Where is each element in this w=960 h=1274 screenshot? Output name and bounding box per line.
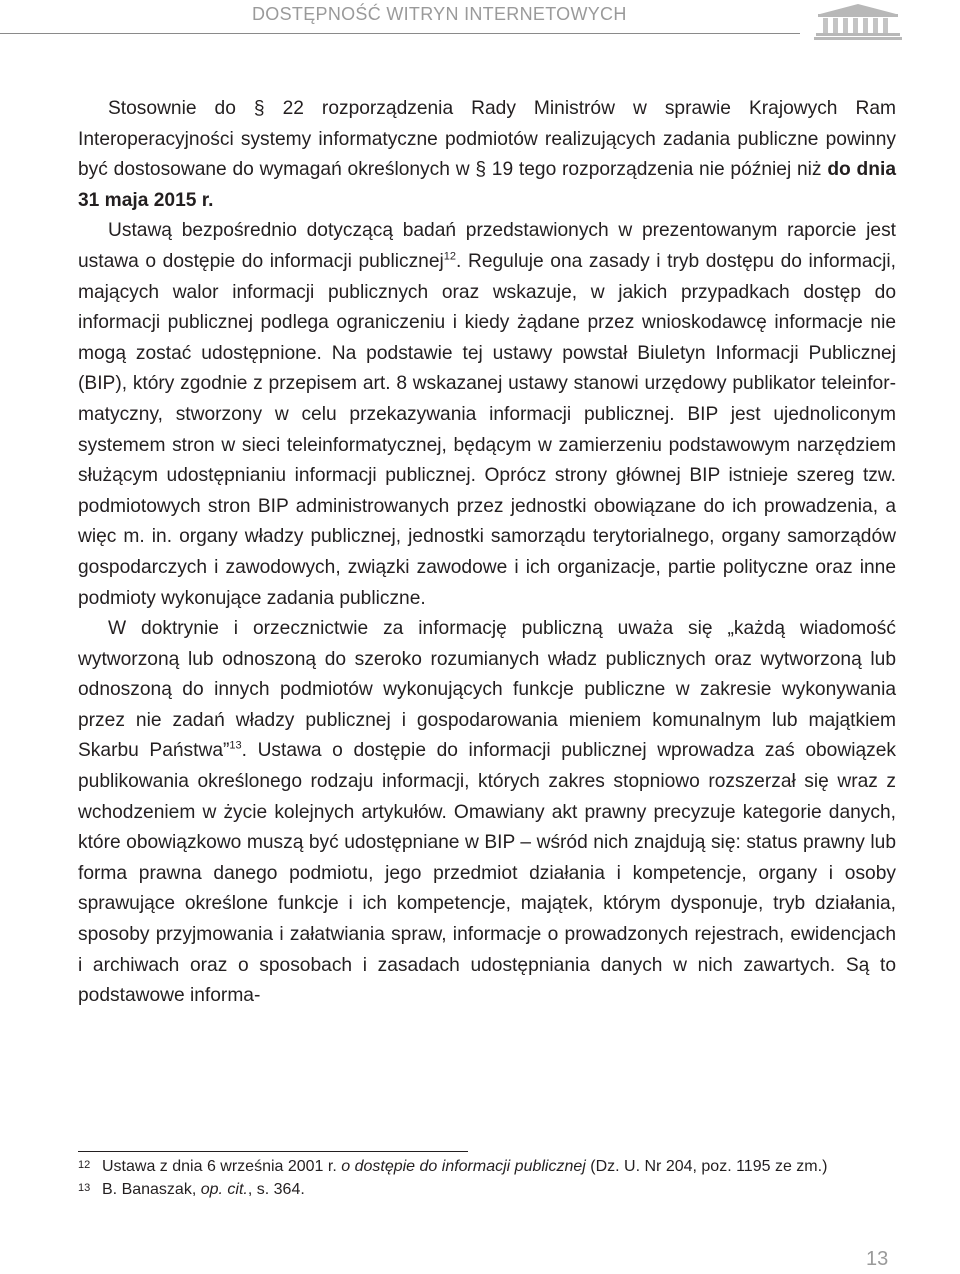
footnote-text: (Dz. U. Nr 204, poz. 1195 ze zm.) xyxy=(585,1158,828,1175)
page-number: 13 xyxy=(866,1248,889,1270)
footnote xyxy=(78,1156,896,1179)
page-header xyxy=(0,0,960,40)
footnote-separator xyxy=(78,1151,468,1152)
footnote-number: 12 xyxy=(78,1159,91,1171)
text: . Reguluje ona zasady i tryb dostępu do informacji, mających walor informacji publicznych oraz wskazuje, w jakich przypadkach dostęp do informacji publicznej podlega ograniczeniu i kiedy żądane przez wnioskodawcę informacje nie mogą zostać udostępnione. Na podstawie tej ustawy powstał Biuletyn Informacji Publicznej (BIP), który zgodnie z przepisem art. 8 wskazanej ustawy stanowi urzędowy publikator teleinformatyczny, stworzony w celu przekazywania informacji publicznej. BIP jest ujednoliconym systemem stron w sieci teleinformatycznej, będącym w zamierzeniu podstawowym narzędziem służącym udostępnianiu informacji publicznej. Oprócz strony głównej BIP istnieje szereg tzw. podmiotowych stron BIP administrowanych przez jednostki obowiązane do ich prowadzenia, a więc m. in. organy władzy publicznej, jednostki samorządu terytorialnego, organy samorządów gospodarczych i zawodowych, związki zawodowe i ich organizacje, partie polityczne oraz inne podmioty wykonujące zadania publiczne. xyxy=(78,250,896,609)
footnote-title: op. cit. xyxy=(200,1180,248,1198)
paragraph xyxy=(78,216,896,614)
footnote-text: Ustawa z dnia 6 września 2001 r. xyxy=(102,1158,342,1175)
footnote-title: o dostępie do informacji publicznej xyxy=(341,1158,586,1175)
text: . Ustawa o dostępie do informacji publicznej wprowadza zaś obowiązek publikowania określonego rodzaju informacji, których zakres stopniowo rozszerzał się wraz z wchodzeniem w życie kolejnych artykułów. Omawiany akt prawny precyzuje kategorie danych, które obowiązkowo muszą być udostępniane w BIP – wśród nich znajdują się: status prawny lub forma prawna danego podmiotu, jego przedmiot działania i kompetencje, organy i osoby sprawujące określone funkcje i ich kompetencje, majątek, którym dysponuje, tryb działania, sposoby przyjmowania i załatwiania spraw, informacje o prowadzonych rejestrach, ewidencjach i archiwach oraz o sposobach i zasadach udostępniania danych w nich zawartych. Są to podstawowe informa- xyxy=(78,740,896,1007)
footnotes xyxy=(78,1156,896,1201)
header-rule xyxy=(0,33,800,34)
footnote-text: B. Banaszak, xyxy=(102,1180,201,1198)
paragraph xyxy=(78,94,896,216)
footnote-ref: 12 xyxy=(443,250,457,263)
running-header-title: DOSTĘPNOŚĆ WITRYN INTERNETOWYCH xyxy=(252,4,627,24)
text: Ustawą bezpośrednio dotyczącą badań przedstawionych w prezentowanym raporcie jest ustawa o dostępie do informacji publicznej xyxy=(78,220,896,272)
text: W doktrynie i orzecznictwie za informację publiczną uważa się „każdą wiadomość wytworzoną lub odnoszoną do szeroko rozumianych władz publicznych oraz wytworzoną lub odnoszoną do innych podmiotów wykonujących funkcje publiczne w zakresie wykonywania przez nie zadań władzy publicznej i gospodarowania mieniem komunalnym lub majątkiem Skarbu Państwa” xyxy=(78,618,896,762)
footnote-text: , s. 364. xyxy=(247,1180,305,1198)
footnote-ref: 13 xyxy=(229,740,242,753)
text: Stosownie do § 22 rozporządzenia Rady Ministrów w sprawie Krajowych Ram Interoperacyjności systemy informatyczne podmiotów realizujących zadania publiczne powinny być dostosowane do wymagań określonych w § 19 tego rozporządzenia nie później niż xyxy=(78,98,896,181)
footnote-number: 13 xyxy=(78,1181,91,1194)
main-text xyxy=(78,94,896,1012)
bold-date: do dnia 31 maja 2015 r. xyxy=(78,159,896,211)
institution-building-logo-icon xyxy=(814,3,902,41)
paragraph xyxy=(78,614,896,1012)
footnote xyxy=(78,1179,896,1202)
